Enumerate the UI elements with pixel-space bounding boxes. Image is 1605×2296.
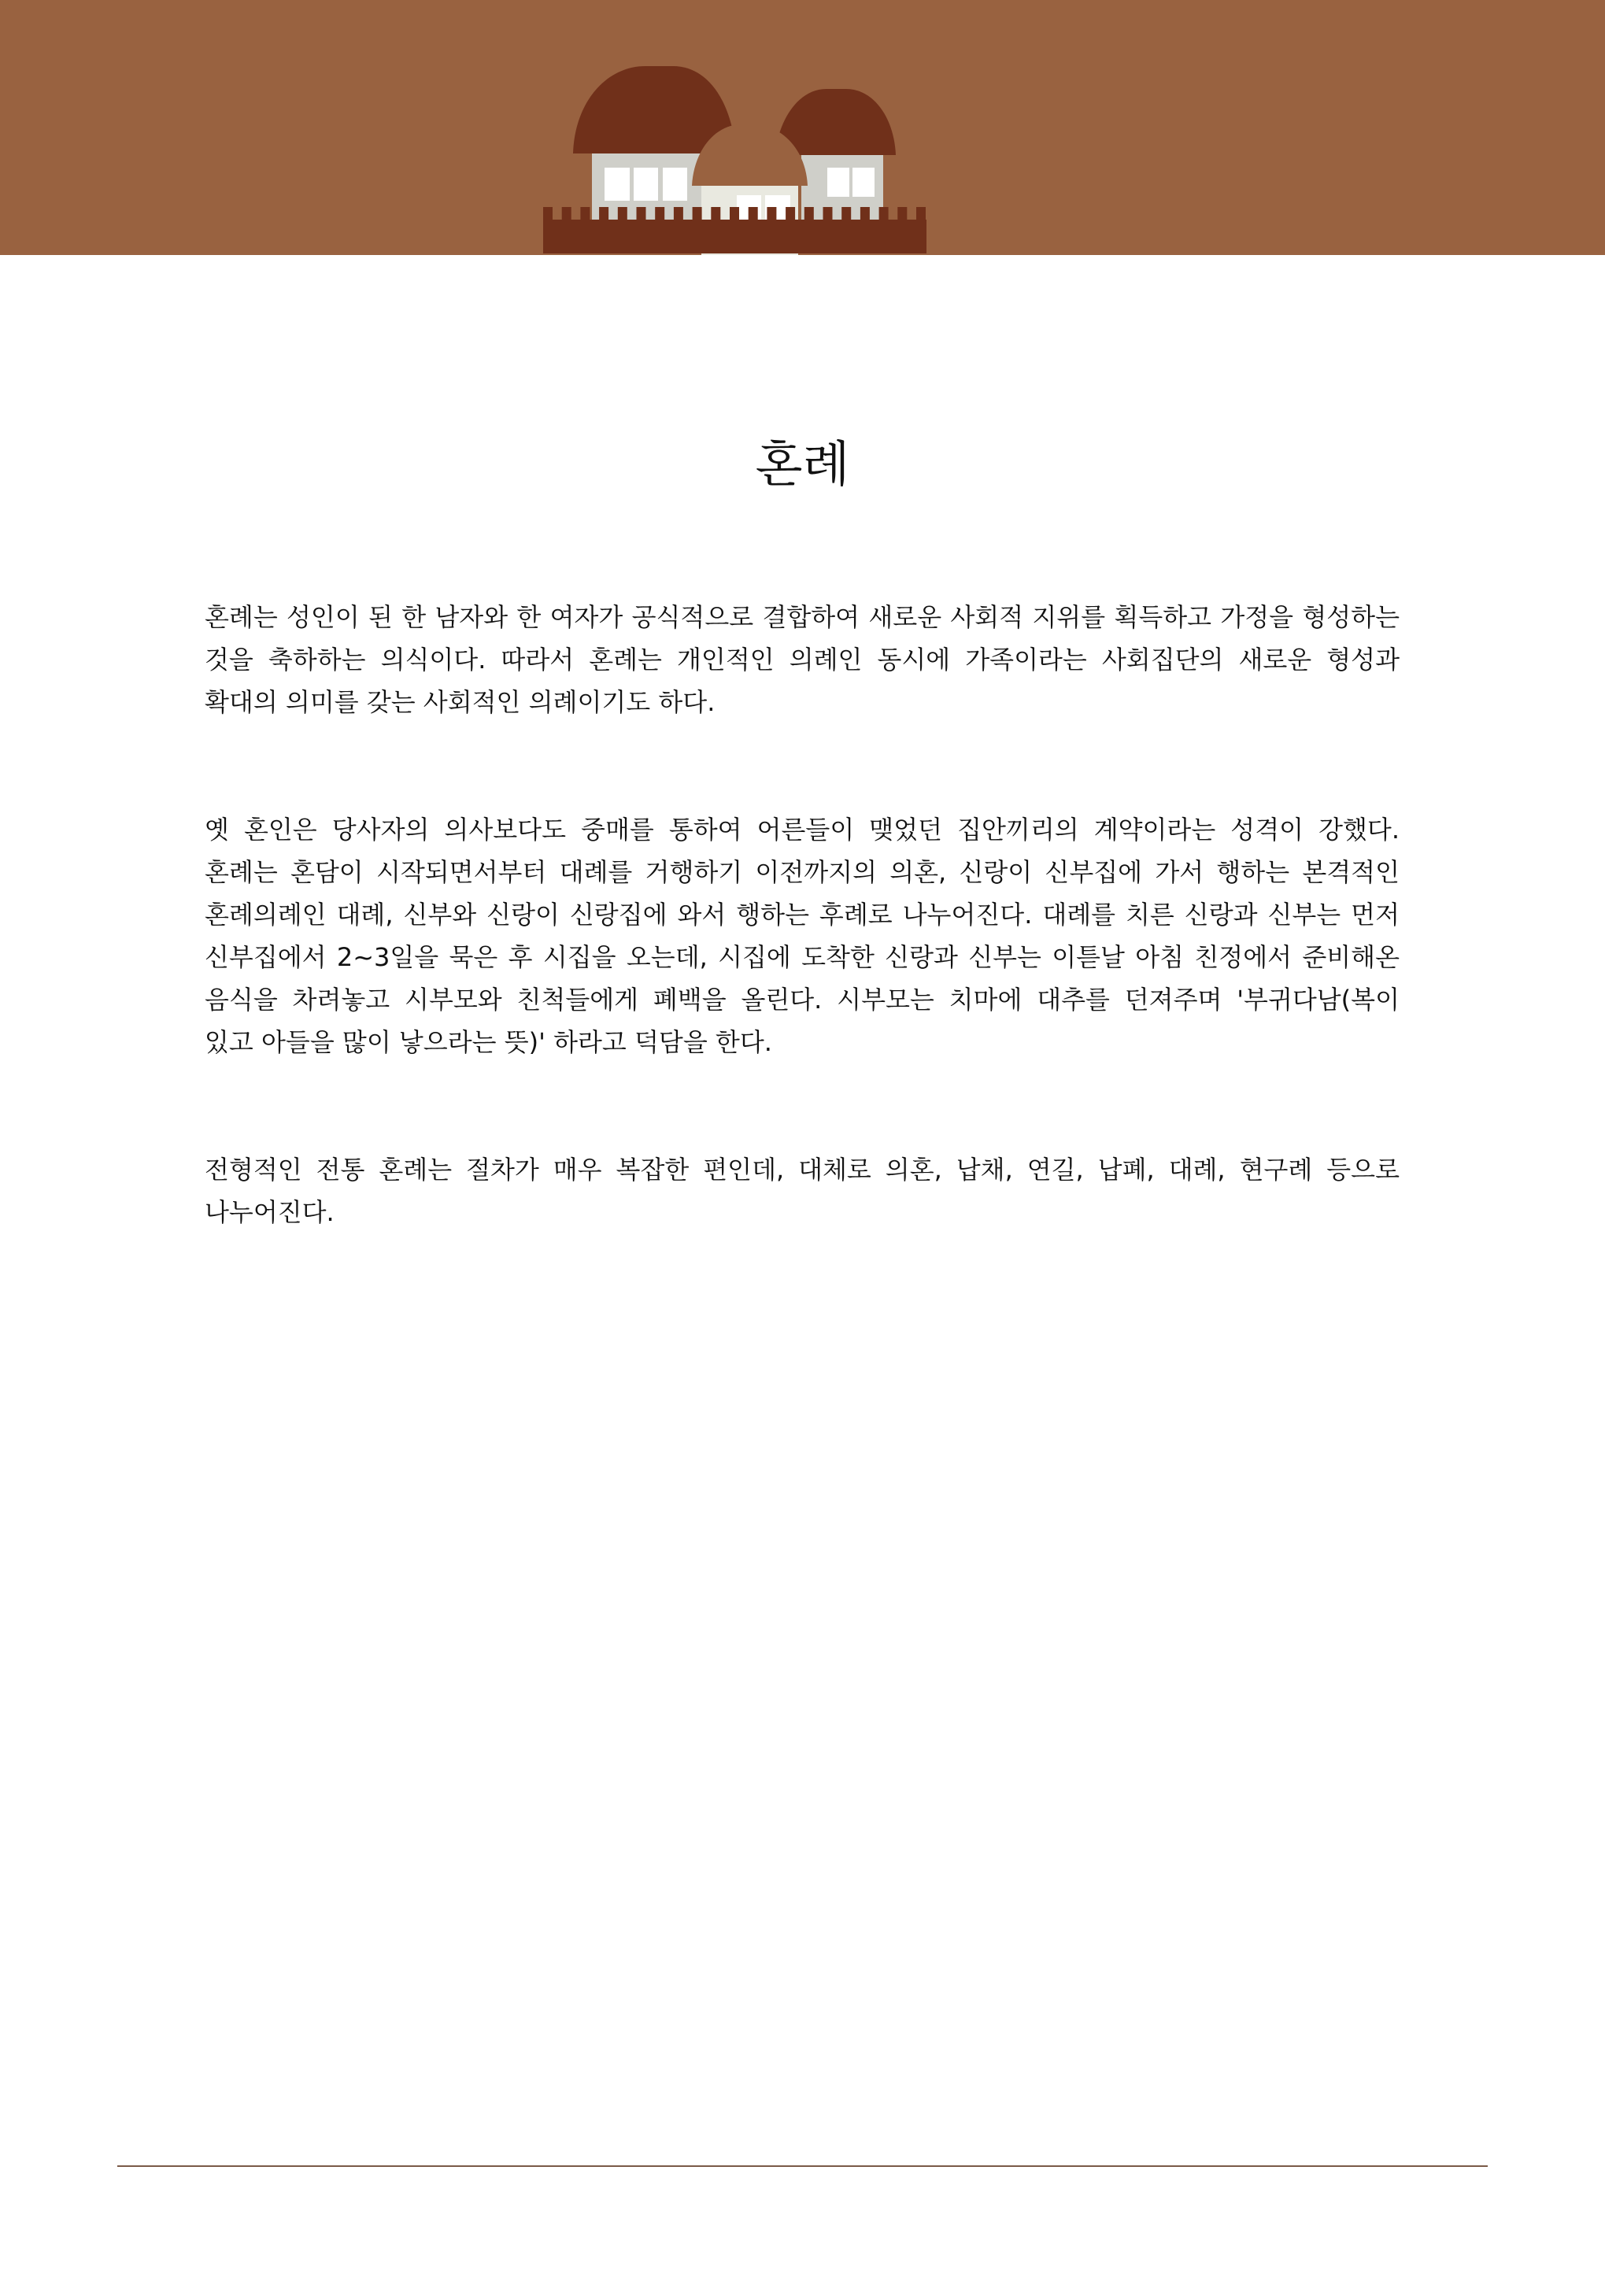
footer-divider [117,2165,1488,2167]
fence-post [674,207,683,220]
fence-base [543,220,926,253]
fence-post [897,207,907,220]
fence-post [916,207,926,220]
left-window-3 [663,168,687,201]
fence-post [618,207,627,220]
body-text [205,596,1400,1318]
fence-post [786,207,795,220]
fence-post [823,207,833,220]
paragraph [205,1148,1400,1233]
left-window-1 [605,168,630,201]
fence [543,207,926,253]
fence-post [693,207,702,220]
text-line: 옛 혼인은 당사자의 의사보다도 중매를 통하여 어른들이 맺었던 집안끼리의 계약이라는 성격이 강했다. [205,815,1400,845]
fence-post [879,207,889,220]
header-banner [0,0,1605,255]
fence-post [637,207,646,220]
text-line: 확대의 의미를 갖는 사회적인 의례이기도 하다. [205,687,716,717]
fence-post [655,207,664,220]
text-line: 나누어진다. [205,1197,335,1227]
right-window-1 [827,168,849,197]
fence-post [767,207,776,220]
text-line: 전형적인 전통 혼례는 절차가 매우 복잡한 편인데, 대체로 의혼, 납채, 연길, 납폐, 대례, 현구례 등으로 [205,1155,1400,1185]
paragraph [205,808,1400,1063]
hanok-house-illustration [0,0,1605,255]
fence-post [860,207,870,220]
fence-post [580,207,590,220]
right-window-2 [852,168,875,197]
fence-post [749,207,758,220]
fence-post [562,207,571,220]
text-line: 혼례는 성인이 된 한 남자와 한 여자가 공식적으로 결합하여 새로운 사회적 지위를 획득하고 가정을 형성하는 [205,602,1400,632]
fence-post [543,207,553,220]
fence-post [841,207,851,220]
left-window-2 [634,168,658,201]
fence-post [804,207,814,220]
text-line: 신부집에서 2~3일을 묵은 후 시집을 오는데, 시집에 도착한 신랑과 신부는 이튿날 아침 친정에서 준비해온 [205,942,1400,972]
text-line: 음식을 차려놓고 시부모와 친척들에게 폐백을 올린다. 시부모는 치마에 대추를 던져주며 '부귀다남(복이 [205,985,1400,1015]
fence-post [730,207,739,220]
fence-post [711,207,720,220]
text-line: 있고 아들을 많이 낳으라는 뜻)' 하라고 덕담을 한다. [205,1027,772,1057]
text-line: 혼례의례인 대례, 신부와 신랑이 신랑집에 와서 행하는 후례로 나누어진다. 대례를 치른 신랑과 신부는 먼저 [205,900,1400,930]
text-line: 혼례는 혼담이 시작되면서부터 대례를 거행하기 이전까지의 의혼, 신랑이 신부집에 가서 행하는 본격적인 [205,857,1400,887]
paragraph [205,596,1400,723]
fence-post [599,207,608,220]
page-title: 혼례 [755,435,850,493]
text-line: 것을 축하하는 의식이다. 따라서 혼례는 개인적인 의례인 동시에 가족이라는 사회집단의 새로운 형성과 [205,645,1400,675]
